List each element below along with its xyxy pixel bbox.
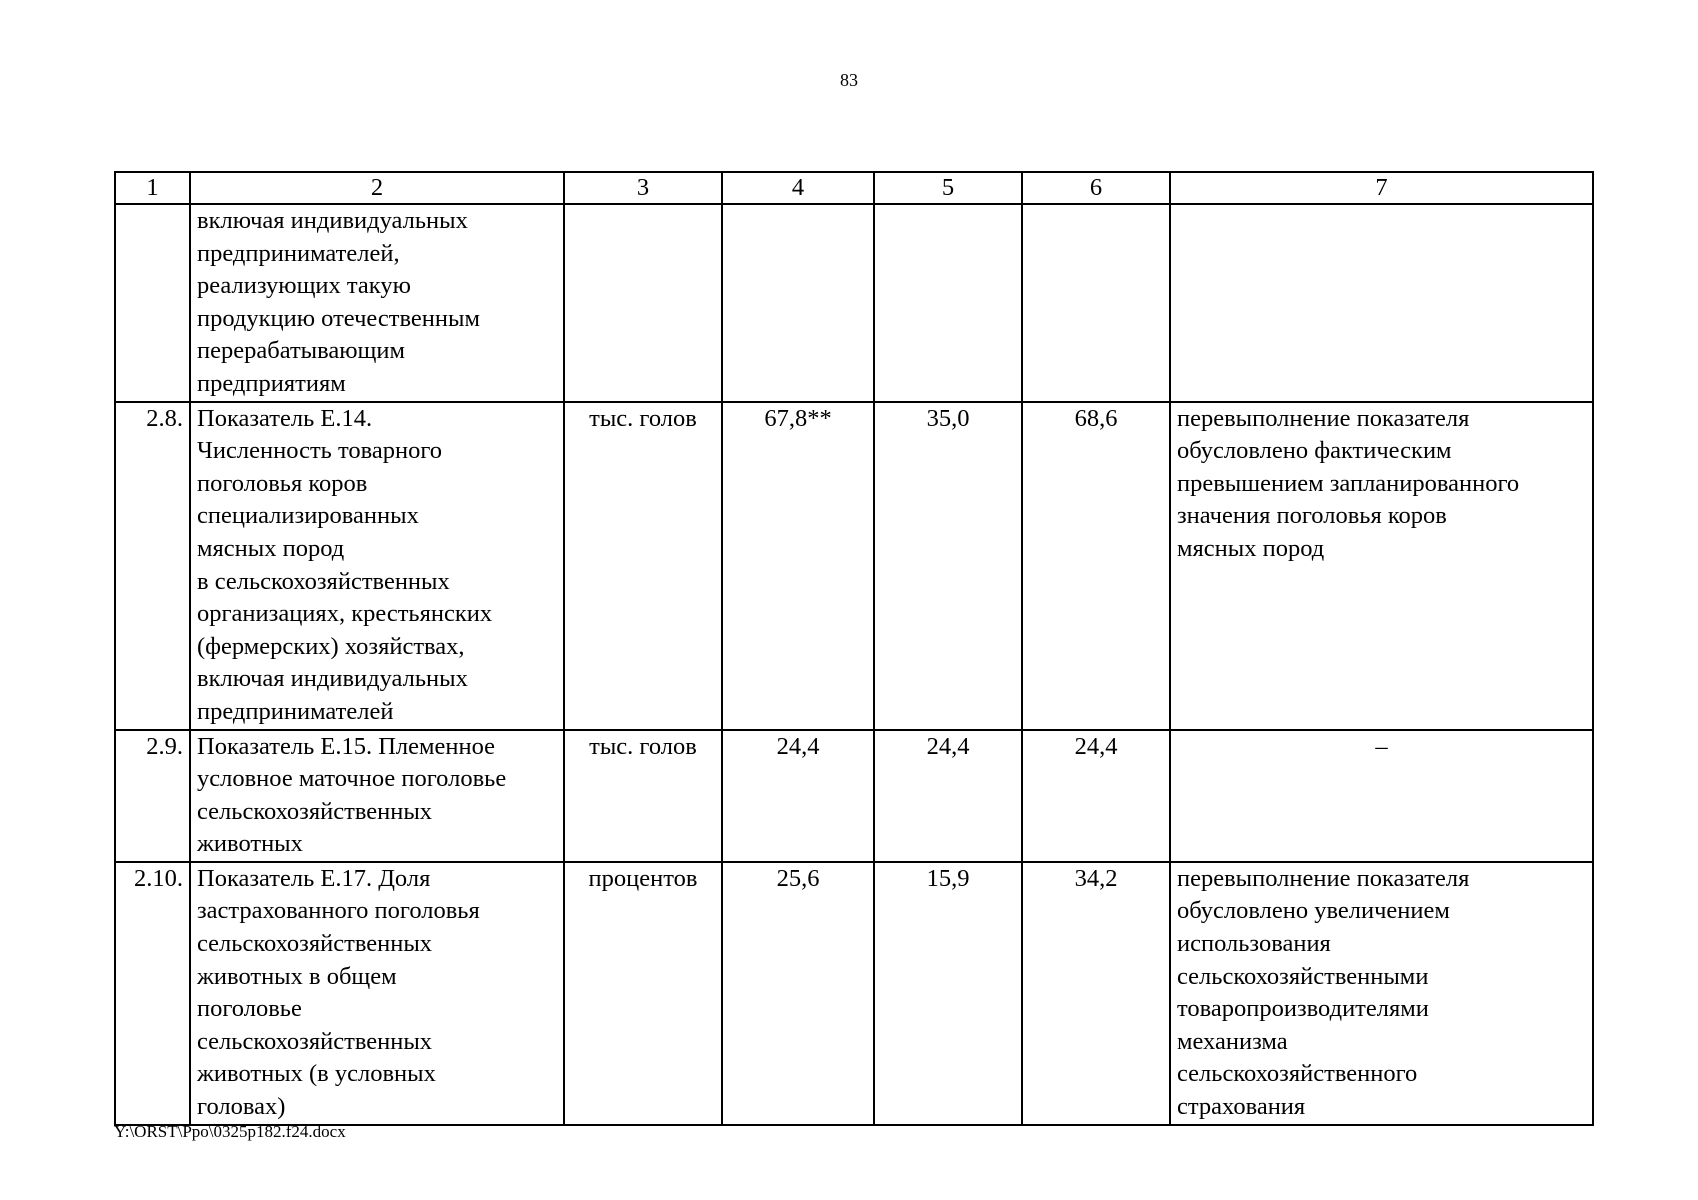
value-col6 xyxy=(1022,204,1170,402)
value-col4 xyxy=(722,204,874,402)
note-cell xyxy=(1170,204,1593,402)
column-header-1: 1 xyxy=(115,172,190,204)
table-row xyxy=(115,402,1593,730)
value-col5: 15,9 xyxy=(874,862,1022,1125)
page-number: 83 xyxy=(840,70,858,90)
row-number: 2.10. xyxy=(115,862,190,1125)
column-header-4: 4 xyxy=(722,172,874,204)
value-col4: 67,8** xyxy=(722,402,874,730)
unit-cell: тыс. голов xyxy=(564,730,722,862)
row-number xyxy=(115,204,190,402)
column-header-6: 6 xyxy=(1022,172,1170,204)
table-row xyxy=(115,730,1593,862)
value-col5: 24,4 xyxy=(874,730,1022,862)
value-col5 xyxy=(874,204,1022,402)
value-col4: 25,6 xyxy=(722,862,874,1125)
note-cell: – xyxy=(1170,730,1593,862)
indicator-name: Показатель Е.15. Племенное условное маточное поголовье сельскохозяйственных животных xyxy=(190,730,564,862)
table-row xyxy=(115,862,1593,1125)
indicator-name: Показатель Е.14. Численность товарного поголовья коров специализированных мясных пород в сельскохозяйственных организациях, крестьянских (фермерских) хозяйствах, включая индивидуальных предпринимателей xyxy=(190,402,564,730)
value-col6: 68,6 xyxy=(1022,402,1170,730)
document-file-path: Y:\ORST\Ppo\0325p182.f24.docx xyxy=(114,1122,346,1141)
table-row xyxy=(115,204,1593,402)
column-header-3: 3 xyxy=(564,172,722,204)
unit-cell: процентов xyxy=(564,862,722,1125)
column-header-2: 2 xyxy=(190,172,564,204)
note-cell: перевыполнение показателя обусловлено увеличением использования сельскохозяйственными товаропроизводителями механизма сельскохозяйственного страхования xyxy=(1170,862,1593,1125)
column-header-5: 5 xyxy=(874,172,1022,204)
value-col4: 24,4 xyxy=(722,730,874,862)
value-col6: 34,2 xyxy=(1022,862,1170,1125)
indicator-name: включая индивидуальных предпринимателей, реализующих такую продукцию отечественным перерабатывающим предприятиям xyxy=(190,204,564,402)
indicators-table xyxy=(114,171,1594,1126)
indicator-name: Показатель Е.17. Доля застрахованного поголовья сельскохозяйственных животных в общем поголовье сельскохозяйственных животных (в условных головах) xyxy=(190,862,564,1125)
table-header-row xyxy=(115,172,1593,204)
note-cell: перевыполнение показателя обусловлено фактическим превышением запланированного значения поголовья коров мясных пород xyxy=(1170,402,1593,730)
value-col5: 35,0 xyxy=(874,402,1022,730)
value-col6: 24,4 xyxy=(1022,730,1170,862)
column-header-7: 7 xyxy=(1170,172,1593,204)
row-number: 2.8. xyxy=(115,402,190,730)
unit-cell: тыс. голов xyxy=(564,402,722,730)
row-number: 2.9. xyxy=(115,730,190,862)
unit-cell xyxy=(564,204,722,402)
